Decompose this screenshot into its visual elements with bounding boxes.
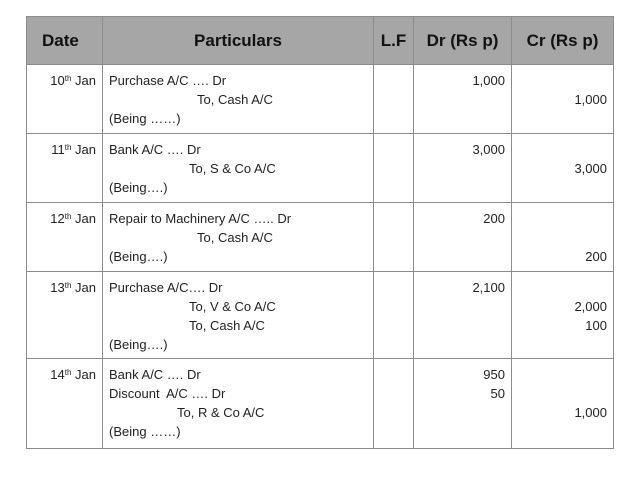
entry-credit-line: To, Cash A/C <box>189 318 265 333</box>
dr-amount: 3,000 <box>472 142 505 157</box>
date-cell <box>27 65 103 134</box>
dr-amount: 200 <box>483 211 505 226</box>
journal-table <box>26 16 614 449</box>
dr-cell <box>414 272 512 359</box>
cr-amount: 3,000 <box>574 161 607 176</box>
date-suffix: th <box>64 212 72 221</box>
dr-amount: 950 <box>483 367 505 382</box>
cr-cell <box>512 65 614 134</box>
lf-cell <box>374 359 414 449</box>
entry-debit-line: Bank A/C …. Dr <box>109 142 201 157</box>
date-cell <box>27 203 103 272</box>
entry-debit-line: Bank A/C …. Dr <box>109 367 201 382</box>
date-day: 12 <box>50 211 65 226</box>
table-row <box>27 272 614 359</box>
date-day: 14 <box>50 367 65 382</box>
cr-cell <box>512 359 614 449</box>
entry-narration: (Being….) <box>109 249 168 264</box>
date-day: 13 <box>50 280 65 295</box>
entry-debit-line: Purchase A/C…. Dr <box>109 280 223 295</box>
date-month: Jan <box>75 280 96 295</box>
date-month: Jan <box>75 142 96 157</box>
lf-cell <box>374 203 414 272</box>
entry-debit-line: Purchase A/C …. Dr <box>109 73 227 88</box>
dr-cell <box>414 359 512 449</box>
cr-cell <box>512 203 614 272</box>
date-suffix: th <box>64 143 72 152</box>
particulars-cell <box>103 203 374 272</box>
entry-narration: (Being ……) <box>109 111 181 126</box>
date-month: Jan <box>75 73 96 88</box>
dr-cell <box>414 134 512 203</box>
date-cell <box>27 134 103 203</box>
entry-credit-line: To, Cash A/C <box>197 230 273 245</box>
date-month: Jan <box>75 367 96 382</box>
cr-amount: 1,000 <box>574 92 607 107</box>
entry-narration: (Being….) <box>109 337 168 352</box>
cr-cell <box>512 272 614 359</box>
cr-amount: 1,000 <box>574 405 607 420</box>
lf-cell <box>374 272 414 359</box>
particulars-cell <box>103 272 374 359</box>
dr-amount: 50 <box>490 386 505 401</box>
date-month: Jan <box>75 211 96 226</box>
entry-credit-line: To, Cash A/C <box>197 92 273 107</box>
entry-debit-line: Repair to Machinery A/C ….. Dr <box>109 211 292 226</box>
lf-cell <box>374 65 414 134</box>
dr-cell <box>414 203 512 272</box>
table-row <box>27 359 614 449</box>
dr-amount: 1,000 <box>472 73 505 88</box>
particulars-cell <box>103 65 374 134</box>
dr-cell <box>414 65 512 134</box>
header-lf: L.F <box>374 17 414 65</box>
cr-amount: 200 <box>585 249 607 264</box>
entry-credit-line: To, S & Co A/C <box>189 161 276 176</box>
date-cell <box>27 272 103 359</box>
date-cell <box>27 359 103 449</box>
cr-cell <box>512 134 614 203</box>
cr-amount: 2,000 <box>574 299 607 314</box>
header-date: Date <box>27 17 103 65</box>
entry-debit-line: Discount A/C …. Dr <box>109 386 226 401</box>
date-day: 10 <box>50 73 65 88</box>
date-suffix: th <box>64 74 72 83</box>
dr-amount: 2,100 <box>472 280 505 295</box>
entry-narration: (Being….) <box>109 180 168 195</box>
date-day: 11 <box>51 142 65 157</box>
date-suffix: th <box>64 281 72 290</box>
header-dr: Dr (Rs p) <box>414 17 512 65</box>
entry-narration: (Being ……) <box>109 424 181 439</box>
particulars-cell <box>103 134 374 203</box>
table-row <box>27 65 614 134</box>
entry-credit-line: To, V & Co A/C <box>189 299 276 314</box>
header-row <box>27 17 614 65</box>
entry-credit-line: To, R & Co A/C <box>177 405 265 420</box>
header-particulars: Particulars <box>103 17 374 65</box>
particulars-cell <box>103 359 374 449</box>
header-cr: Cr (Rs p) <box>512 17 614 65</box>
table-row <box>27 203 614 272</box>
date-suffix: th <box>64 368 72 377</box>
table-row <box>27 134 614 203</box>
lf-cell <box>374 134 414 203</box>
cr-amount: 100 <box>585 318 607 333</box>
